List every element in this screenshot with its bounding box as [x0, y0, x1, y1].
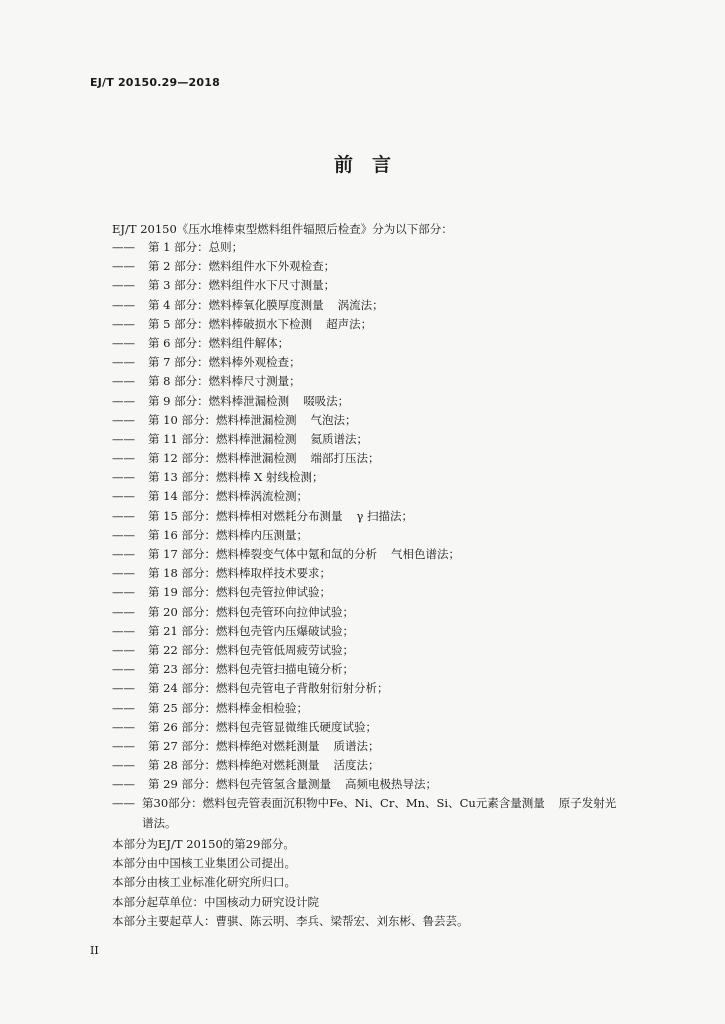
- part-title: 燃料棒 X 射线检测；: [215, 470, 324, 485]
- part-title: 燃料棒泄漏检测: [215, 412, 297, 427]
- dash: ——: [112, 451, 135, 466]
- part-number: 第 16 部分：: [148, 527, 216, 542]
- part-number: 第 10 部分：: [148, 412, 216, 427]
- list-item: [112, 296, 682, 315]
- dash: ——: [112, 566, 135, 581]
- list-item: [112, 315, 682, 334]
- dash: ——: [112, 642, 135, 657]
- list-item: [112, 699, 682, 718]
- part-number: 第 7 部分：: [148, 355, 209, 370]
- list-item: [112, 603, 682, 622]
- part-method: 高频电极热导法；: [344, 777, 437, 792]
- list-item: [112, 468, 682, 487]
- list-item: [112, 449, 682, 468]
- dash: ——: [112, 796, 135, 811]
- part-title: 燃料棒取样技术要求；: [215, 566, 331, 581]
- dash: ——: [112, 335, 135, 350]
- list-item-part-30: [112, 794, 682, 832]
- part-method: 啜吸法；: [303, 393, 350, 408]
- page-number: II: [90, 944, 99, 957]
- list-item: [112, 507, 682, 526]
- part-title: 总则；: [208, 240, 244, 254]
- part-title: 燃料包壳管内压爆破试验；: [215, 623, 354, 638]
- dash: ——: [112, 412, 135, 427]
- part-number: 第 25 部分：: [148, 700, 216, 715]
- list-item: [112, 737, 682, 756]
- part-title: 燃料棒泄漏检测: [215, 431, 297, 446]
- part-number: 第 4 部分：: [148, 297, 209, 312]
- part-number: 第 9 部分：: [148, 393, 209, 408]
- part-number: 第 12 部分：: [148, 451, 216, 466]
- part-number: 第 11 部分：: [148, 431, 216, 446]
- statement-administrator: 本部分由核工业标准化研究所归口。: [112, 875, 296, 890]
- dash: ——: [112, 259, 135, 274]
- part-title: 燃料棒裂变气体中氪和氙的分析: [215, 547, 377, 561]
- list-item: [112, 392, 682, 411]
- part-method: 气泡法；: [310, 412, 357, 427]
- part-title: 燃料棒金相检验；: [215, 700, 308, 715]
- list-item: [112, 545, 682, 564]
- dash: ——: [112, 374, 135, 389]
- list-item: [112, 372, 682, 391]
- part-title: 燃料棒相对燃耗分布测量: [215, 508, 343, 523]
- part-method: 端部打压法；: [310, 451, 380, 466]
- part-number: 第 18 部分：: [148, 566, 216, 581]
- intro-paragraph: EJ/T 20150《压水堆棒束型燃料组件辐照后检查》分为以下部分：: [112, 222, 453, 236]
- dash: ——: [112, 316, 135, 331]
- dash: ——: [112, 681, 135, 696]
- part-title: 燃料棒涡流检测；: [215, 489, 308, 504]
- part-title: 燃料棒泄漏检测: [215, 451, 297, 466]
- list-item: [112, 411, 682, 430]
- part-title: 燃料包壳管显微维氏硬度试验；: [215, 719, 377, 734]
- list-item: [112, 430, 682, 449]
- statement-drafting-unit: 本部分起草单位：中国核动力研究设计院: [112, 894, 319, 909]
- part-title: 燃料包壳管扫描电镜分析；: [215, 662, 354, 677]
- list-item: [112, 238, 682, 257]
- dash: ——: [112, 738, 135, 753]
- part-title: 燃料组件水下外观检查；: [208, 259, 336, 274]
- list-item: [112, 718, 682, 737]
- list-item: [112, 353, 682, 372]
- part-title: 燃料棒外观检查；: [208, 355, 301, 370]
- part-title: 燃料包壳管表面沉积物中Fe、Ni、Cr、Mn、Si、Cu元素含量测量: [202, 796, 545, 811]
- dash: ——: [112, 623, 135, 638]
- dash: ——: [112, 527, 135, 542]
- part-title: 燃料棒绝对燃耗测量: [215, 758, 320, 773]
- dash: ——: [112, 278, 135, 293]
- dash: ——: [112, 489, 135, 504]
- dash: ——: [112, 604, 135, 619]
- list-item: [112, 564, 682, 583]
- part-number: 第 27 部分：: [148, 738, 216, 753]
- part-number: 第 29 部分：: [148, 777, 216, 792]
- part-number: 第 14 部分：: [148, 489, 216, 504]
- list-item: [112, 583, 682, 602]
- dash: ——: [112, 470, 135, 485]
- list-item: [112, 756, 682, 775]
- part-title: 燃料棒内压测量；: [215, 527, 308, 542]
- part-method: 超声法；: [326, 316, 373, 331]
- part-title: 燃料棒泄漏检测: [208, 393, 290, 408]
- part-title: 燃料包壳管氢含量测量: [215, 777, 331, 792]
- list-item: [112, 257, 682, 276]
- dash: ——: [112, 585, 135, 600]
- part-number: 第 5 部分：: [148, 316, 209, 331]
- dash: ——: [112, 719, 135, 734]
- part-number: 第30部分：: [142, 796, 203, 811]
- part-method: 质谱法；: [333, 738, 380, 753]
- part-number: 第 19 部分：: [148, 585, 216, 600]
- list-item: [112, 679, 682, 698]
- part-title: 燃料组件解体；: [208, 335, 290, 350]
- list-item: [112, 526, 682, 545]
- part-number: 第 17 部分：: [148, 547, 216, 561]
- list-item: [112, 775, 682, 794]
- part-title: 燃料棒氧化膜厚度测量: [208, 297, 324, 312]
- list-item: [112, 641, 682, 660]
- part-number: 第 24 部分：: [148, 681, 216, 696]
- part-number: 第 6 部分：: [148, 335, 209, 350]
- statement-drafters: 本部分主要起草人：曹骐、陈云明、李兵、梁帮宏、刘东彬、鲁芸芸。: [112, 913, 469, 928]
- dash: ——: [112, 547, 135, 561]
- dash: ——: [112, 355, 135, 370]
- part-title: 燃料棒尺寸测量；: [208, 374, 301, 389]
- dash: ——: [112, 508, 135, 523]
- part-method: 氦质谱法；: [310, 431, 368, 446]
- dash: ——: [112, 393, 135, 408]
- part-number: 第 3 部分：: [148, 278, 209, 293]
- list-item: [112, 487, 682, 506]
- document-code: EJ/T 20150.29—2018: [90, 76, 220, 89]
- part-title: 燃料棒破损水下检测: [208, 316, 313, 331]
- list-item: [112, 660, 682, 679]
- page-title: 前 言: [333, 154, 391, 176]
- dash: ——: [112, 297, 135, 312]
- parts-list: [112, 238, 682, 833]
- statement-part-number: 本部分为EJ/T 20150的第29部分。: [112, 837, 295, 851]
- dash: ——: [112, 662, 135, 677]
- statements-list: [112, 835, 672, 931]
- part-number: 第 26 部分：: [148, 719, 216, 734]
- part-title: 燃料包壳管环向拉伸试验；: [215, 604, 354, 619]
- part-number: 第 22 部分：: [148, 642, 216, 657]
- part-title: 燃料组件水下尺寸测量；: [208, 278, 336, 293]
- part-title: 燃料包壳管电子背散射衍射分析；: [215, 681, 389, 696]
- dash: ——: [112, 758, 135, 773]
- dash: ——: [112, 700, 135, 715]
- part-number: 第 8 部分：: [148, 374, 209, 389]
- part-method: 活度法；: [333, 758, 380, 773]
- dash: ——: [112, 431, 135, 446]
- dash: ——: [112, 240, 135, 254]
- part-title: 燃料包壳管拉伸试验；: [215, 585, 331, 600]
- part-number: 第 23 部分：: [148, 662, 216, 677]
- part-number: 第 28 部分：: [148, 758, 216, 773]
- part-number: 第 20 部分：: [148, 604, 216, 619]
- list-item: [112, 334, 682, 353]
- part-method: 原子发射光: [558, 796, 617, 811]
- part-number: 第 2 部分：: [148, 259, 209, 274]
- statement-proposer: 本部分由中国核工业集团公司提出。: [112, 856, 296, 871]
- part-number: 第 1 部分：: [148, 240, 209, 254]
- part-method-continuation: 谱法。: [142, 815, 177, 830]
- part-method: 气相色谱法；: [390, 547, 460, 561]
- part-title: 燃料包壳管低周疲劳试验；: [215, 642, 354, 657]
- part-number: 第 15 部分：: [148, 508, 216, 523]
- list-item: [112, 622, 682, 641]
- part-method: γ 扫描法；: [356, 508, 413, 523]
- part-number: 第 13 部分：: [148, 470, 216, 485]
- part-title: 燃料棒绝对燃耗测量: [215, 738, 320, 753]
- list-item: [112, 276, 682, 295]
- part-method: 涡流法；: [337, 297, 384, 312]
- dash: ——: [112, 777, 135, 792]
- part-number: 第 21 部分：: [148, 623, 216, 638]
